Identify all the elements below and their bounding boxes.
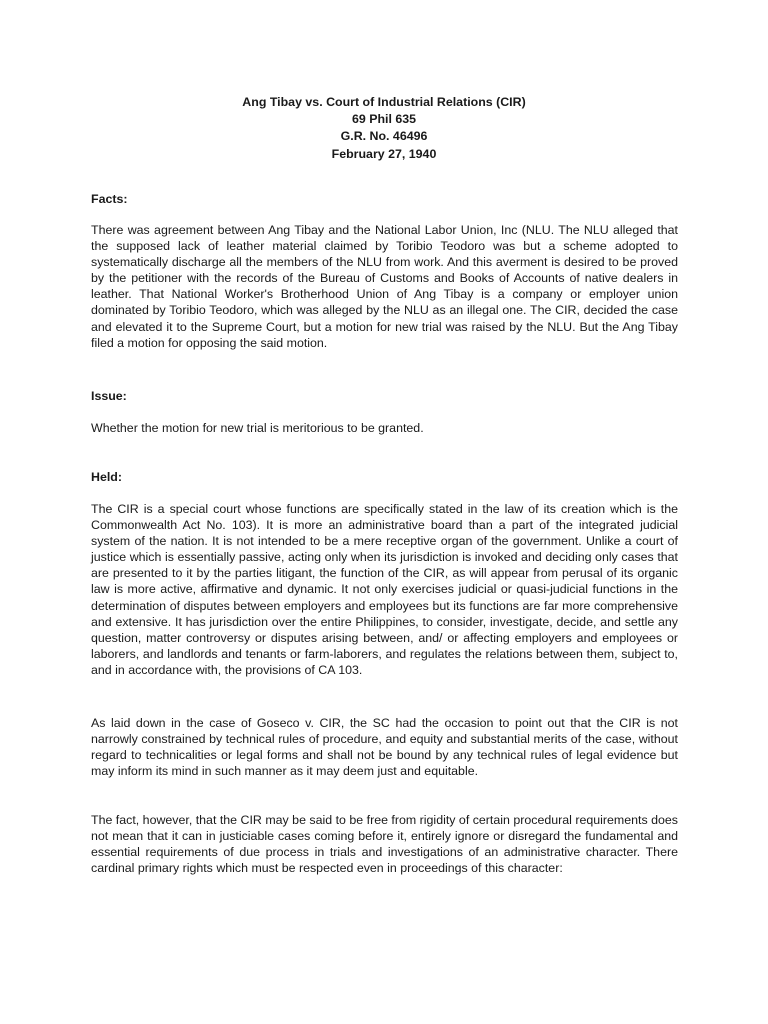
issue-paragraph: Whether the motion for new trial is meritorious to be granted. xyxy=(91,421,424,435)
case-gr-number: G.R. No. 46496 xyxy=(340,129,428,144)
held-paragraph-3: The fact, however, that the CIR may be said to be free from rigidity of certain procedural requirements does not mean that it can in justiciable cases coming before it, entirely ignore or disregard the fundamental and essential requirements of due process in trials and investigations of an administrative character. There cardinal primary rights which must be respected even in proceedings of this character: xyxy=(91,813,678,876)
held-paragraph-2: As laid down in the case of Goseco v. CIR, the SC had the occasion to point out that the CIR is not narrowly constrained by technical rules of procedure, and equity and substantial merits of the case, without regard to technicalities or legal forms and shall not be bound by any technical rules of legal evidence but may inform its mind in such manner as it may deem just and equitable. xyxy=(91,716,678,779)
document-header xyxy=(0,94,768,163)
issue-heading: Issue: xyxy=(91,389,127,403)
held-heading: Held: xyxy=(91,470,122,484)
case-citation: 69 Phil 635 xyxy=(351,112,417,127)
facts-heading: Facts: xyxy=(91,192,128,206)
facts-paragraph: There was agreement between Ang Tibay and the National Labor Union, Inc (NLU. The NLU alleged that the supposed lack of leather material claimed by Toribio Teodoro was but a scheme adopted to systematically discharge all the members of the NLU from work. And this averment is desired to be proved by the petitioner with the records of the Bureau of Customs and Books of Accounts of native dealers in leather. That National Worker's Brotherhood Union of Ang Tibay is a company or employer union dominated by Toribio Teodoro, which was alleged by the NLU as an illegal one. The CIR, decided the case and elevated it to the Supreme Court, but a motion for new trial was raised by the NLU. But the Ang Tibay filed a motion for opposing the said motion. xyxy=(91,223,678,350)
case-date: February 27, 1940 xyxy=(331,146,437,161)
held-paragraph-1: The CIR is a special court whose functions are specifically stated in the law of its creation which is the Commonwealth Act No. 103). It is more an administrative board than a part of the integrated judicial system of the nation. It is not intended to be a mere receptive organ of the government. Unlike a court of justice which is essentially passive, acting only when its jurisdiction is invoked and deciding only cases that are presented to it by the parties litigant, the function of the CIR, as will appear from perusal of its organic law is more active, affirmative and dynamic. It not only exercises judicial or quasi-judicial functions in the determination of disputes between employers and employees but its functions are far more comprehensive and extensive. It has jurisdiction over the entire Philippines, to consider, investigate, decide, and settle any question, matter controversy or disputes arising between, and/ or affecting employers and employees or laborers, and landlords and tenants or farm-laborers, and regulates the relations between them, subject to, and in accordance with, the provisions of CA 103. xyxy=(91,502,678,677)
case-title: Ang Tibay vs. Court of Industrial Relations (CIR) xyxy=(242,95,526,109)
